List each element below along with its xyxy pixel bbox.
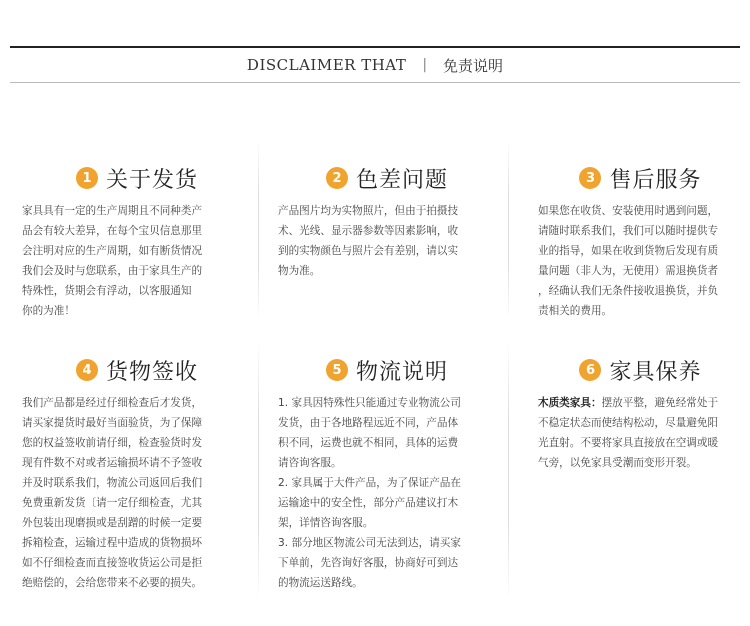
section-body: 产品图片均为实物照片，但由于拍摄技 术、光线、显示器参数等因素影响，收 到的实物颜色与照片会有差别，请以实 物为准。 bbox=[278, 205, 459, 277]
header-bottom-rule bbox=[10, 82, 740, 83]
section-heading: 关于发货 bbox=[105, 167, 198, 193]
header-title-zh: 免责说明 bbox=[443, 56, 504, 75]
section-heading: 物流说明 bbox=[355, 359, 448, 385]
page-header bbox=[0, 48, 750, 82]
section-logistics bbox=[278, 357, 496, 593]
section-heading: 色差问题 bbox=[355, 167, 448, 193]
header-title-en: DISCLAIMER THAT bbox=[246, 56, 407, 74]
section-body: 我们产品都是经过仔细检查后才发货， 请买家提货时最好当面验货，为了保障 您的权益签收前请仔细，检查验货时发 现有件数不对或者运输损坏请不予签收 并及时联系我们，物流公司返回后我们 免费重新发货〔请一定仔细检查，尤其 外包装出现磨损或是刮蹭的时候一定要 拆箱检查，运输过程中造成的货物损坏 如不仔细检查而直接签收货运公司是拒 绝赔偿的，会给您带来不必要的损失。 bbox=[22, 397, 203, 589]
number-badge-icon: 5 bbox=[326, 359, 348, 381]
section-title bbox=[22, 165, 252, 191]
section-body: 1. 家具因特殊性只能通过专业物流公司 发货，由于各地路程远近不同，产品体 积不同，运费也就不相同，具体的运费 请咨询客服。 2. 家具属于大件产品，为了保证产品在 运输途中的安全性，部分产品建议打木 架，详情咨询客服。 3. 部分地区物流公司无法到达，请买家 下单前，先咨询好客服，协商好可到达 的物流运送路线。 bbox=[278, 397, 461, 589]
column-divider bbox=[258, 340, 259, 600]
section-body bbox=[538, 393, 743, 473]
section-heading: 家具保养 bbox=[609, 359, 702, 385]
section-delivery-receipt bbox=[22, 357, 252, 593]
section-body-bold: 木质类家具： bbox=[538, 397, 602, 409]
number-badge-icon: 4 bbox=[76, 359, 98, 381]
column-divider bbox=[258, 140, 259, 320]
number-badge-icon: 6 bbox=[579, 359, 601, 381]
column-divider bbox=[508, 140, 509, 320]
section-heading: 货物签收 bbox=[105, 359, 198, 385]
section-color-difference bbox=[278, 165, 496, 281]
section-title bbox=[22, 357, 252, 383]
section-title bbox=[278, 357, 496, 383]
section-body: 家具具有一定的生产周期且不同种类产 品会有较大差异，在每个宝贝信息那里 会注明对应的生产周期，如有断货情况 我们会及时与您联系，由于家具生产的 特殊性，货期会有浮动，以客服通知 你的为准！ bbox=[22, 205, 203, 317]
column-divider bbox=[508, 340, 509, 600]
section-furniture-care bbox=[538, 357, 743, 473]
section-shipping bbox=[22, 165, 252, 321]
section-heading: 售后服务 bbox=[609, 167, 702, 193]
section-title bbox=[538, 165, 743, 191]
section-after-sales bbox=[538, 165, 743, 321]
section-title bbox=[278, 165, 496, 191]
section-title bbox=[538, 357, 743, 383]
section-body: 如果您在收货、安装使用时遇到问题， 请随时联系我们，我们可以随时提供专 业的指导，如果在收到货物后发现有质 量问题（非人为，无使用）需退换货者 ，经确认我们无条件接收退换货，并负 责相关的费用。 bbox=[538, 205, 719, 317]
header-separator: | bbox=[422, 57, 428, 73]
number-badge-icon: 1 bbox=[76, 167, 98, 189]
number-badge-icon: 2 bbox=[326, 167, 348, 189]
section-body-text: 摆放平整，避免经常处于 不稳定状态而使结构松动，尽量避免阳 光直射。不要将家具直接放在空调或暖 气旁，以免家具受潮而变形开裂。 bbox=[538, 397, 719, 469]
number-badge-icon: 3 bbox=[579, 167, 601, 189]
